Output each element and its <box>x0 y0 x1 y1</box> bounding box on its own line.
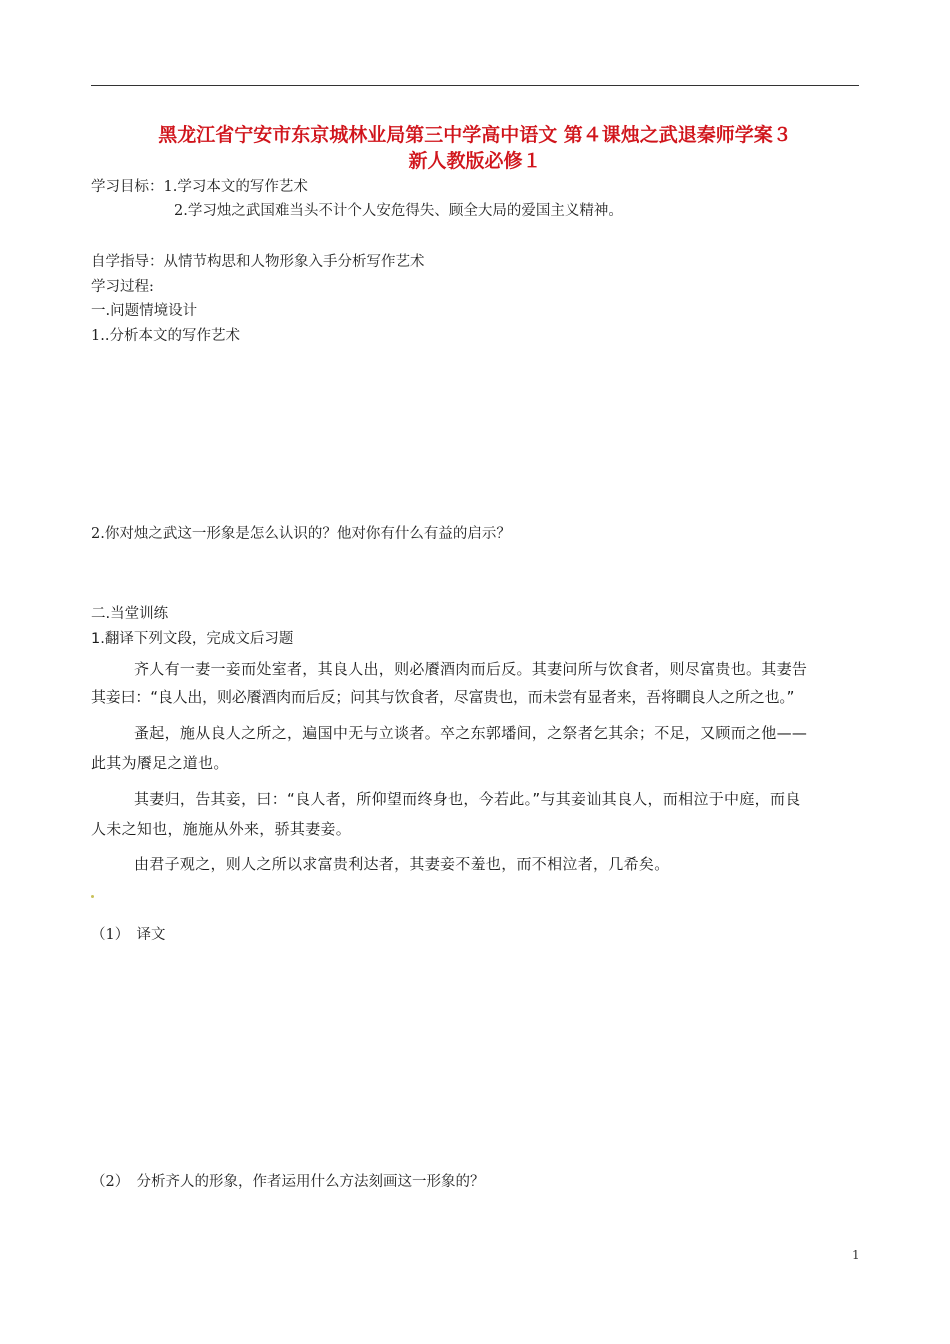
task-1: 1.翻译下列文段，完成文后习题 <box>91 631 294 647</box>
header-rule <box>91 85 859 86</box>
title-line-2: 新人教版必修１ <box>408 150 542 172</box>
sub-question-2: （2） 分析齐人的形象，作者运用什么方法刻画这一形象的？ <box>91 1174 485 1190</box>
question-2: 2.你对烛之武这一形象是怎么认识的？他对你有什么有益的启示？ <box>91 526 511 542</box>
scan-artifact-dot <box>91 895 94 898</box>
passage-para-1a: 齐人有一妻一妾而处室者，其良人出，则必餍酒肉而后反。其妻问所与饮食者，则尽富贵也。其妻告 <box>134 660 808 678</box>
sub-question-1: （1） 译文 <box>91 927 166 943</box>
learning-objectives: 学习目标：1.学习本文的写作艺术 <box>91 179 308 195</box>
scanned-passage <box>91 598 859 898</box>
section-1-heading: 一.问题情境设计 <box>91 303 198 319</box>
passage-para-1b: 其妾曰：“良人出，则必餍酒肉而后反；问其与饮食者，尽富贵也，而未尝有显者来，吾将瞷良人之所之也。” <box>91 688 795 706</box>
passage-para-2b: 此其为餍足之道也。 <box>91 754 229 772</box>
passage-para-2a: 蚤起，施从良人之所之，遍国中无与立谈者。卒之东郭墦间，之祭者乞其余；不足，又顾而之他—— <box>134 724 808 742</box>
passage-para-3a: 其妻归，告其妾，曰：“良人者，所仰望而终身也，今若此。”与其妾讪其良人，而相泣于中庭，而良 <box>134 790 801 808</box>
passage-para-4: 由君子观之，则人之所以求富贵利达者，其妻妾不羞也，而不相泣者，几希矣。 <box>134 855 670 873</box>
document-title <box>91 122 859 174</box>
title-line-1: 黑龙江省宁安市东京城林业局第三中学高中语文 第４课烛之武退秦师学案３ <box>158 124 792 146</box>
question-1: 1..分析本文的写作艺术 <box>91 328 240 344</box>
self-study-guide: 自学指导：从情节构思和人物形象入手分析写作艺术 <box>91 254 425 270</box>
learning-process: 学习过程: <box>91 279 154 295</box>
section-2-heading: 二.当堂训练 <box>91 606 169 622</box>
page-number: 1 <box>852 1248 860 1262</box>
passage-para-3b: 人未之知也，施施从外来，骄其妻妾。 <box>91 820 352 838</box>
objective-2: 2.学习烛之武国难当头不计个人安危得失、顾全大局的爱国主义精神。 <box>174 203 623 219</box>
